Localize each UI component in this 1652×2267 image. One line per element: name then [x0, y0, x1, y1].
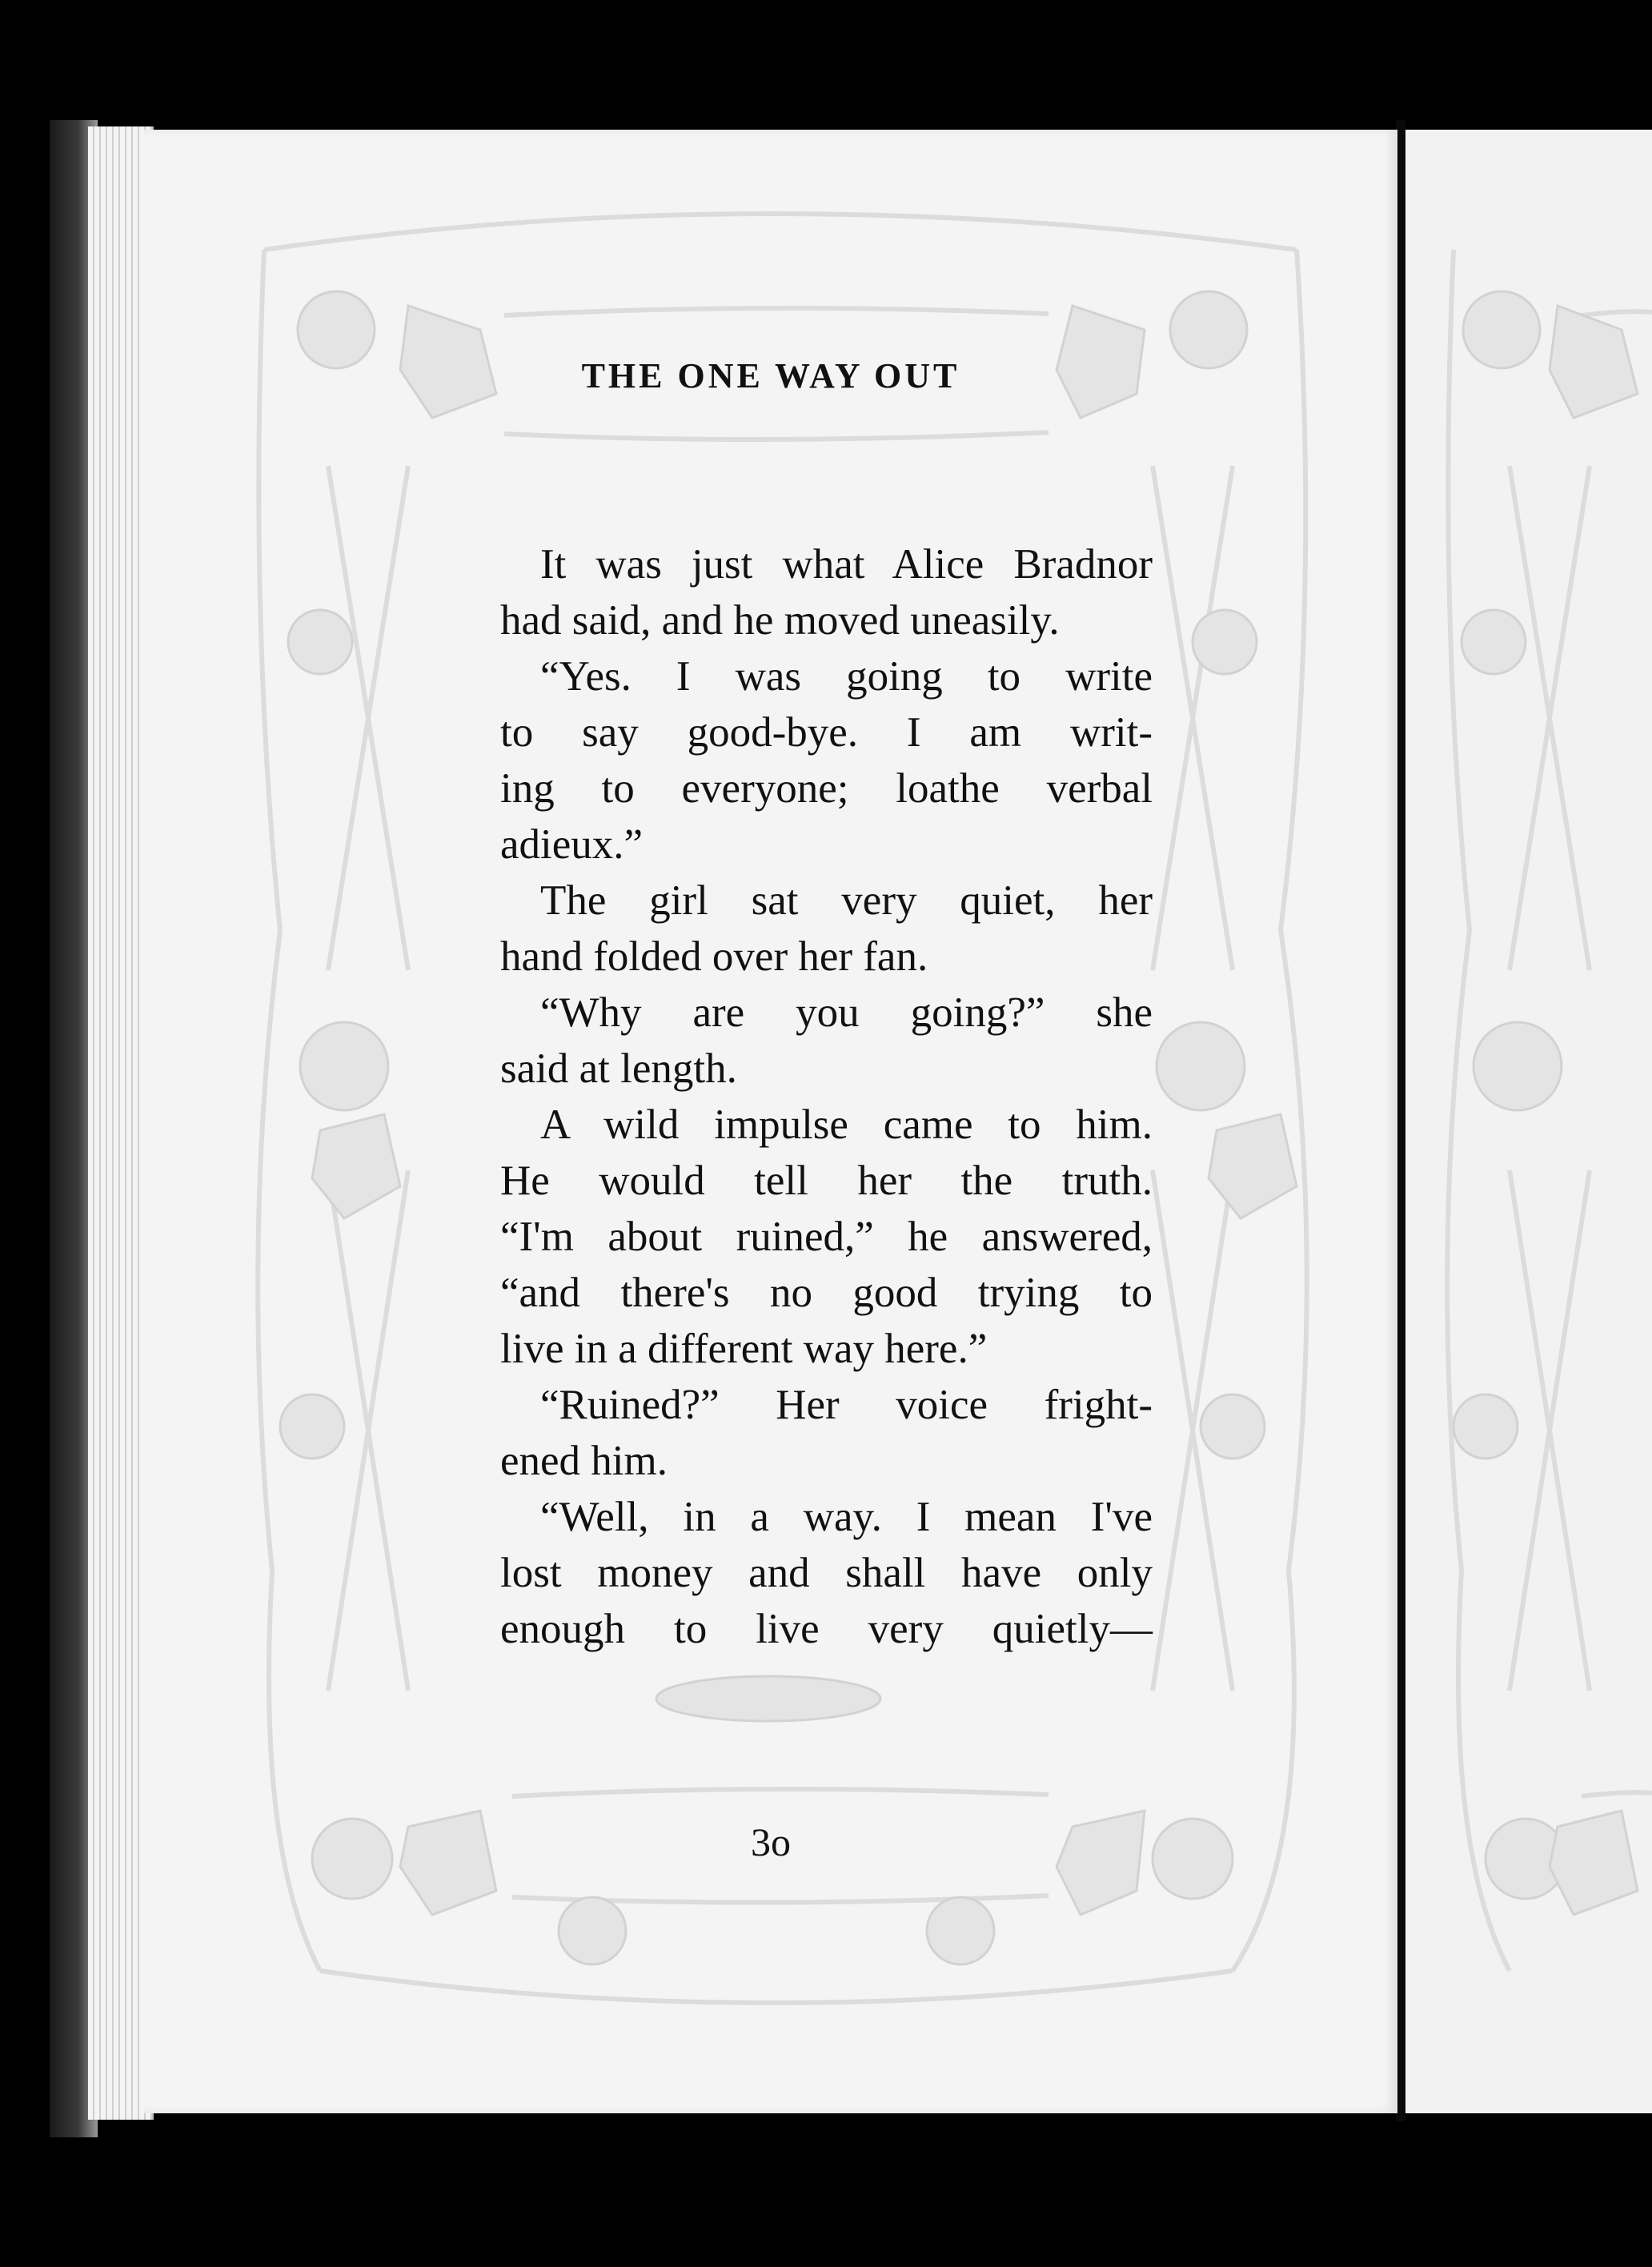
book-page-right-partial [1405, 130, 1652, 2113]
page-number: 3o [751, 1820, 791, 1864]
book-page-left [144, 130, 1397, 2113]
text-line: “and there's no good trying to [500, 1270, 1153, 1316]
text-line: hand folded over her fan. [500, 933, 928, 980]
text-line: “Yes. I was going to write [540, 653, 1153, 700]
text-line: said at length. [500, 1045, 737, 1092]
text-line: ened him. [500, 1438, 668, 1484]
text-line: live in a different way here.” [500, 1326, 988, 1372]
text-line: A wild impulse came to him. [540, 1101, 1153, 1148]
text-line: He would tell her the truth. [500, 1158, 1153, 1204]
decorative-floral-border-next [1405, 130, 1652, 2113]
body-text [500, 536, 1153, 1657]
text-line: “I'm about ruined,” he answered, [500, 1214, 1153, 1260]
text-line: “Well, in a way. I mean I've [540, 1494, 1153, 1540]
text-line: to say good-bye. I am writ- [500, 709, 1153, 756]
text-line: had said, and he moved uneasily. [500, 597, 1060, 644]
running-head: THE ONE WAY OUT [581, 356, 960, 395]
text-line: adieux.” [500, 821, 644, 868]
text-line: “Ruined?” Her voice fright- [540, 1382, 1153, 1428]
text-line: “Why are you going?” she [540, 989, 1153, 1036]
text-line: lost money and shall have only [500, 1550, 1153, 1596]
text-line: enough to live very quietly— [500, 1606, 1153, 1652]
text-line: It was just what Alice Bradnor [540, 541, 1153, 588]
text-line: The girl sat very quiet, her [540, 877, 1153, 924]
text-line: ing to everyone; loathe verbal [500, 765, 1153, 812]
